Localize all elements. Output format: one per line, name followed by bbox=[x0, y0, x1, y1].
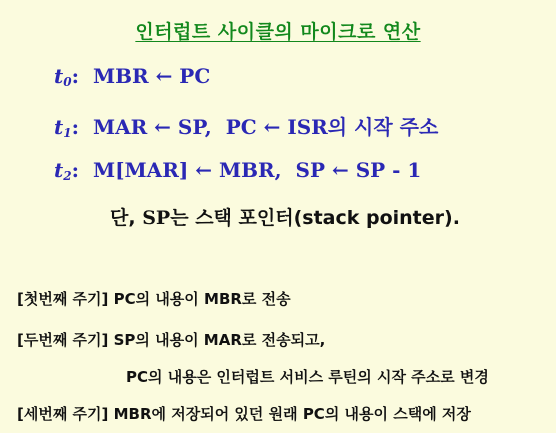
step-colon: : bbox=[71, 115, 79, 139]
micro-op-text: M[MAR] ← MBR, bbox=[92, 158, 282, 182]
micro-op-t1 bbox=[54, 111, 438, 140]
slide-title: 인터럽트 사이클의 마이크로 연산 bbox=[135, 21, 421, 43]
cycle-first: [첫번째 주기] PC의 내용이 MBR로 전송 bbox=[17, 290, 291, 308]
micro-op-t2 bbox=[54, 158, 421, 183]
note-sp: SP bbox=[142, 207, 171, 229]
step-colon: : bbox=[71, 64, 79, 88]
time-step-label: $t_2$ bbox=[54, 158, 72, 183]
time-step-label: $t_1$ bbox=[54, 115, 72, 140]
step-colon: : bbox=[71, 158, 79, 182]
time-step-label: $t_0$ bbox=[54, 64, 72, 89]
note-rest: 는 스택 포인터(stack pointer). bbox=[170, 207, 460, 229]
micro-op-text: MBR ← PC bbox=[92, 64, 211, 88]
note-prefix: 단, bbox=[110, 207, 136, 229]
cycle-third: [세번째 주기] MBR에 저장되어 있던 원래 PC의 내용이 스택에 저장 bbox=[17, 405, 471, 423]
micro-op-text-2: SP ← SP - 1 bbox=[295, 158, 422, 182]
sp-note bbox=[110, 203, 460, 230]
micro-op-text-2: PC ← ISR bbox=[225, 115, 328, 139]
cycle-second: [두번째 주기] SP의 내용이 MAR로 전송되고, bbox=[17, 331, 326, 349]
cycle-second-continued: PC의 내용은 인터럽트 서비스 루틴의 시작 주소로 변경 bbox=[126, 368, 489, 386]
micro-op-t0 bbox=[54, 64, 210, 89]
micro-op-text: MAR ← SP, bbox=[92, 115, 212, 139]
micro-op-korean-suffix: 의 시작 주소 bbox=[327, 115, 439, 139]
